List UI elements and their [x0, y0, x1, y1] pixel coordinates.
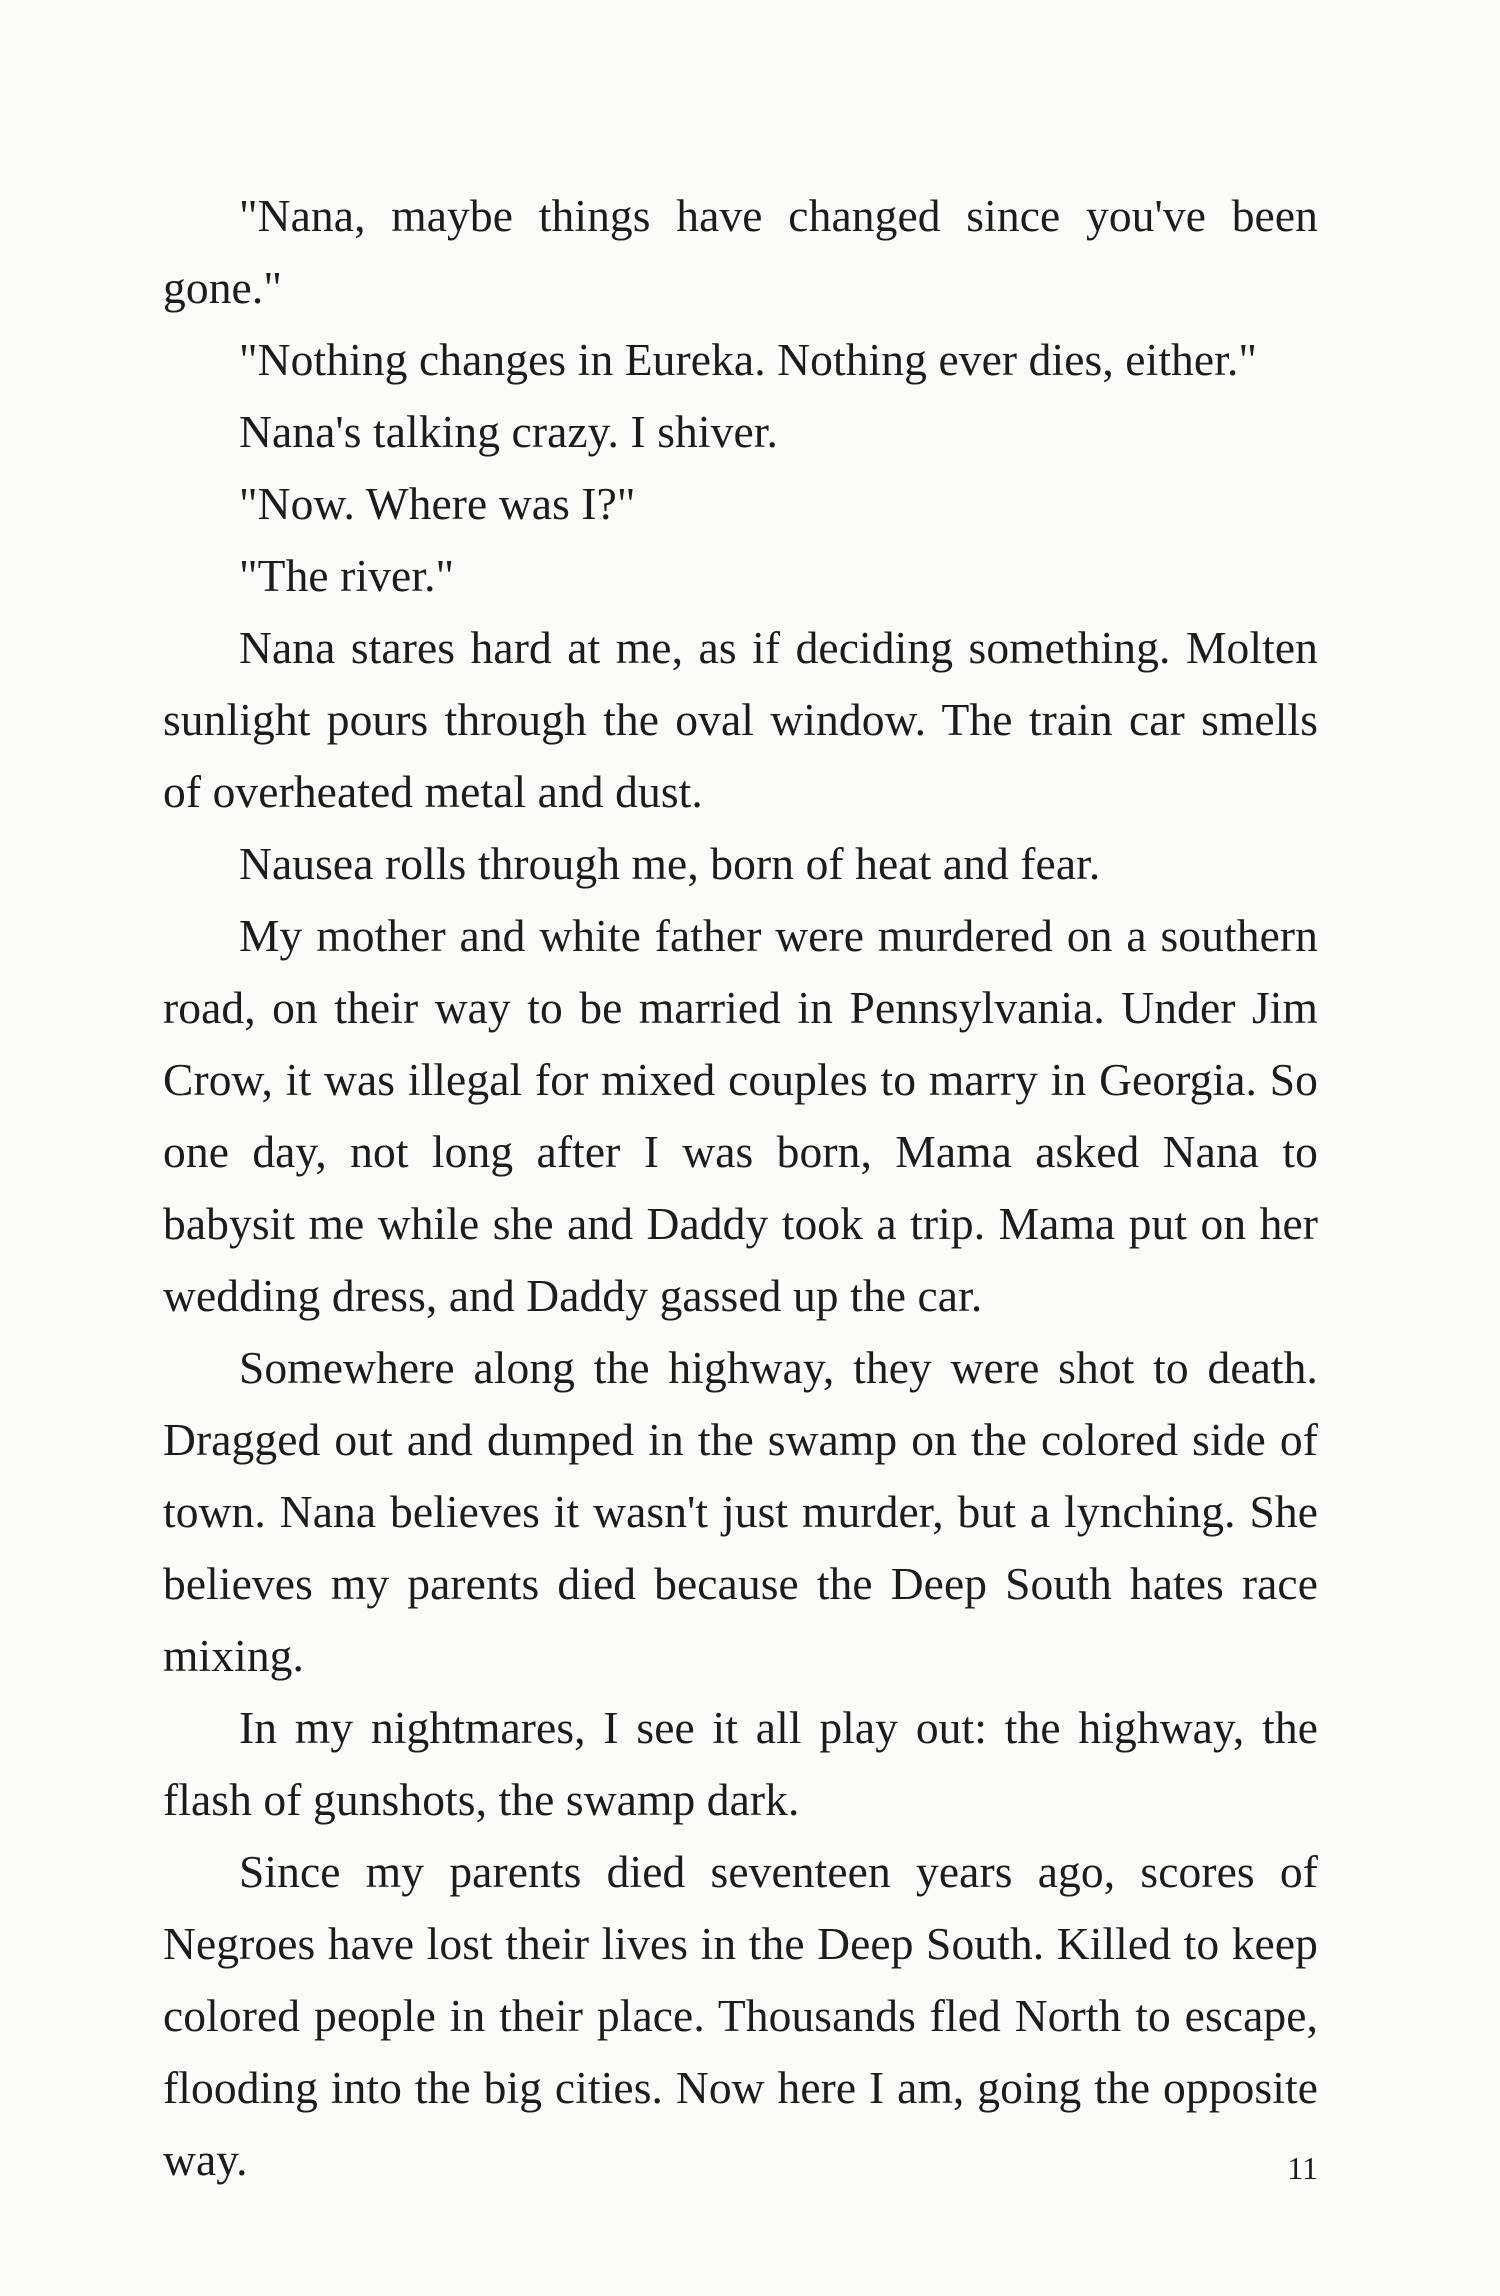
paragraph-1: "Nana, maybe things have changed since you've been gone." [163, 190, 1318, 313]
paragraph-11: Since my parents died seventeen years ago, scores of Negroes have lost their lives in the Deep South. Killed to keep colored people in their place. Thousands fled North to escape, flooding into the big cities. Now here I am, going the opposite way. [163, 1846, 1318, 2185]
paragraph-8: My mother and white father were murdered on a southern road, on their way to be married in Pennsylvania. Under Jim Crow, it was illegal for mixed couples to marry in Georgia. So one day, not long after I was born, Mama asked Nana to babysit me while she and Daddy took a trip. Mama put on her wedding dress, and Daddy gassed up the car. [163, 910, 1318, 1321]
paragraph-5: "The river." [239, 550, 455, 601]
paragraph-3: Nana's talking crazy. I shiver. [239, 406, 778, 457]
page-number: 11 [1287, 2150, 1318, 2186]
paragraph-2: "Nothing changes in Eureka. Nothing ever dies, either." [239, 334, 1258, 385]
paragraph-6: Nana stares hard at me, as if deciding something. Molten sunlight pours through the oval window. The train car smells of overheated metal and dust. [163, 622, 1318, 817]
page-body [163, 180, 1318, 2196]
paragraph-10: In my nightmares, I see it all play out: the highway, the flash of gunshots, the swamp dark. [163, 1702, 1318, 1825]
paragraph-7: Nausea rolls through me, born of heat and fear. [239, 838, 1101, 889]
paragraph-4: "Now. Where was I?" [239, 478, 636, 529]
paragraph-9: Somewhere along the highway, they were shot to death. Dragged out and dumped in the swamp on the colored side of town. Nana believes it wasn't just murder, but a lynching. She believes my parents died because the Deep South hates race mixing. [163, 1342, 1318, 1681]
